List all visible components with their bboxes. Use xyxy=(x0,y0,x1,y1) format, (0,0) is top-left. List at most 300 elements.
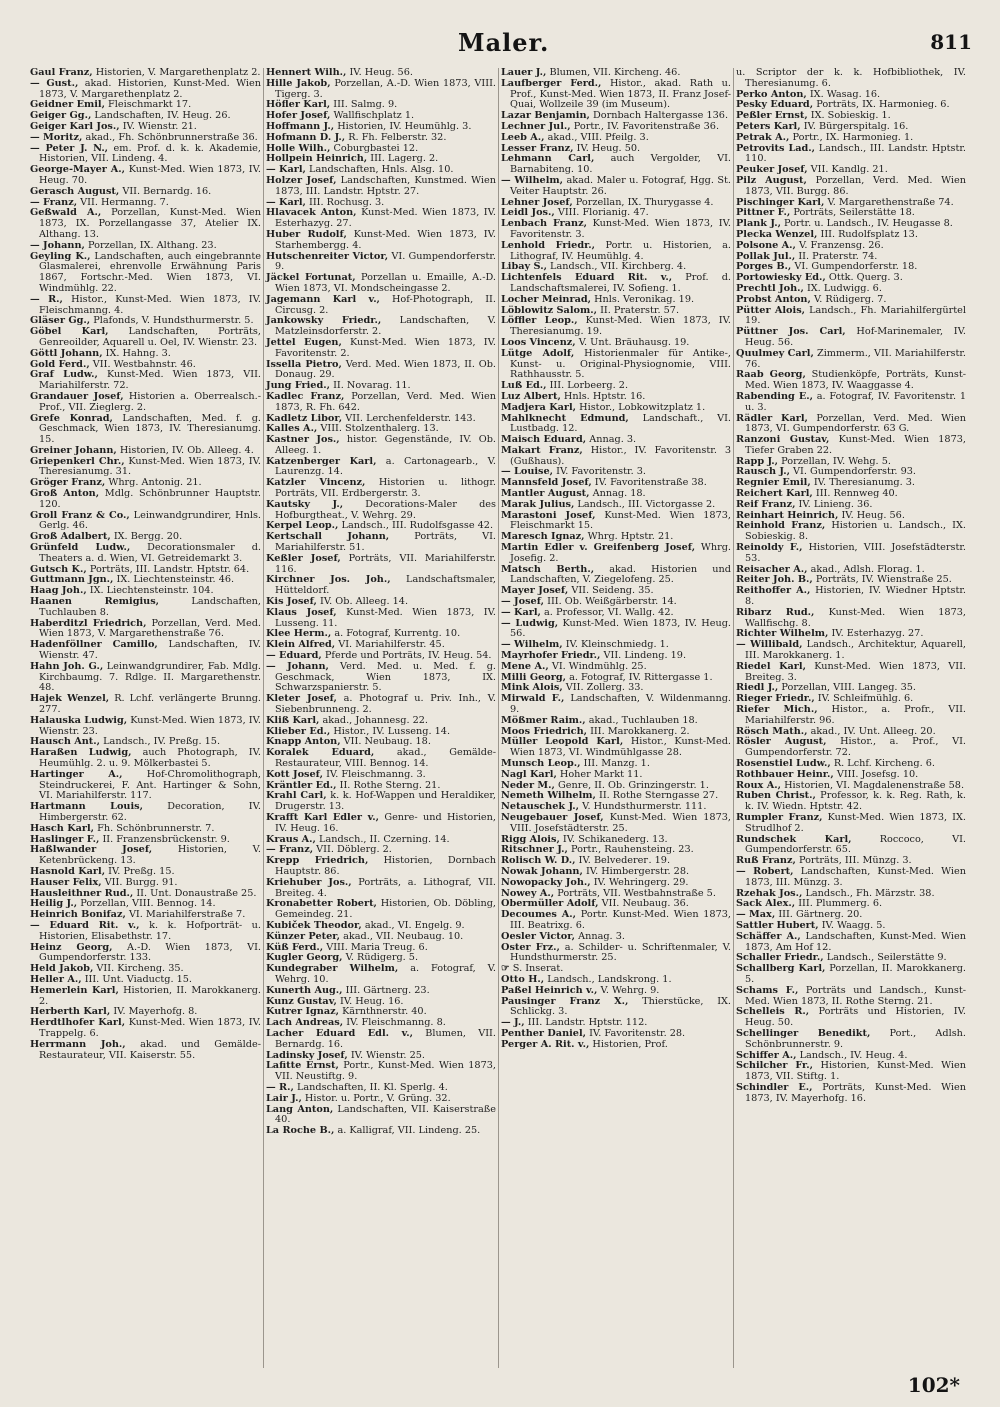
entry-name: Rausch J., xyxy=(736,466,790,478)
entry-detail: Landsch., Architektur, Aquarell, III. Marokkanerg. 1. xyxy=(745,639,966,662)
entry-detail: Kunst-Med. Wien 1873, VII. Mariahilferstr. 72. xyxy=(39,369,261,392)
directory-entry xyxy=(736,867,966,889)
entry-detail: k. k. Hofporträt- u. Historien, Elisabethstr. 17. xyxy=(39,919,261,942)
directory-entry xyxy=(736,835,966,857)
entry-name: — Karl, xyxy=(266,164,306,176)
entry-name: — Peter J. N., xyxy=(30,142,109,154)
entry-detail: Prof. d. Landschaftsmalerei, IV. Sofieng. 1. xyxy=(510,272,731,294)
entry-detail: Historien, V. Ketenbrückeng. 13. xyxy=(39,844,261,867)
entry-name: Keßler Josef, xyxy=(266,552,341,564)
directory-entry xyxy=(736,1083,966,1105)
entry-name: Mantler August, xyxy=(501,488,590,500)
entry-detail: Verd. Med. Wien 1873, II. Ob. Donaug. 29. xyxy=(275,358,496,381)
entry-name: Klee Herm., xyxy=(266,628,332,640)
entry-detail: III. Landstr. Hptstr. 112. xyxy=(527,1017,648,1029)
entry-name: Geidner Emil, xyxy=(30,99,105,111)
entry-detail: IV. Belvederег. 19. xyxy=(578,855,671,867)
entry-name: Kunerth Aug., xyxy=(266,984,343,996)
entry-detail: Landschaften, Kunst-Med. Wien 1873, III. Münzg. 3. xyxy=(745,865,966,888)
entry-detail: Historien, IV. Ob. Alleeg. 4. xyxy=(119,444,254,456)
entry-detail: Hoher Markt 11. xyxy=(559,768,643,780)
entry-detail: Porträts, Seilerstätte 18. xyxy=(793,207,915,219)
entry-detail: Histor., IV. Favoritenstr. 3 (Gußhaus). xyxy=(510,444,731,467)
entry-detail: IV. Schikanederg. 13. xyxy=(562,833,668,845)
entry-name: Klieber Ed., xyxy=(266,725,331,737)
directory-entry xyxy=(30,716,261,738)
entry-name: Haberditzl Friedrich, xyxy=(30,617,147,629)
directory-entry xyxy=(30,986,261,1008)
entry-detail: IX. Bergg. 20. xyxy=(113,531,183,543)
directory-entry xyxy=(266,748,496,770)
entry-name: Mannsfeld Josef, xyxy=(501,477,592,489)
entry-detail: Kunst-Med. Wien 1873, IV. Favoritenstr. 3. xyxy=(510,218,732,240)
directory-entry xyxy=(30,802,261,824)
entry-name: Lafitte Ernst, xyxy=(266,1060,339,1072)
directory-entry xyxy=(30,79,261,101)
entry-detail: V. Wehrg. 9. xyxy=(600,984,660,996)
entry-name: Kleter Josef, xyxy=(266,693,337,705)
column-container xyxy=(28,68,978,1368)
directory-entry xyxy=(736,1007,966,1029)
entry-detail: IX. Ludwigg. 6. xyxy=(806,282,882,294)
entry-name: Hutschenreiter Victor, xyxy=(266,250,389,262)
entry-name: Plecka Wenzel, xyxy=(736,228,818,240)
directory-entry xyxy=(30,370,261,392)
entry-name: Holle Wilh., xyxy=(266,142,331,154)
entry-detail: Porzellan, Verd. Med. Wien 1873, VI. Gumpendorferstr. 63 G. xyxy=(745,412,966,435)
entry-name: Pischinger Karl, xyxy=(736,196,825,208)
entry-detail: Decoration, IV. Himbergerstr. 62. xyxy=(39,801,261,823)
entry-name: Lehner Josef, xyxy=(501,196,573,208)
entry-detail: Porzellan, Verd. Med. Wien 1873, VII. Burgg. 86. xyxy=(745,174,966,197)
entry-detail: akad., Tuchlauben 18. xyxy=(588,714,698,726)
entry-detail: IV. Ob. Alleeg. 14. xyxy=(320,596,409,608)
entry-detail: Landschaften, V. Wildenmanng. 9. xyxy=(510,693,731,716)
entry-detail: Porzellan, VIII. Bennog. 14. xyxy=(80,898,216,910)
directory-entry xyxy=(30,511,261,533)
entry-name: Marastoni Josef, xyxy=(501,509,596,521)
entry-name: La Roche B., xyxy=(266,1125,335,1137)
entry-name: Kis Josef, xyxy=(266,596,317,608)
entry-detail: Landschaften, Tuchlauben 8. xyxy=(39,596,261,618)
page-number: 811 xyxy=(930,30,972,54)
entry-name: Mirwald F., xyxy=(501,693,565,705)
entry-name: Hofer Josef, xyxy=(266,110,331,122)
entry-detail: VI. Mariahilferstr. 45. xyxy=(338,639,445,651)
entry-name: Matsch Berth., xyxy=(501,563,595,575)
entry-detail: R. Fh. Felberstr. 32. xyxy=(348,131,447,143)
entry-detail: a. Kalligraf, VII. Lindeng. 25. xyxy=(337,1125,481,1137)
directory-entry xyxy=(30,414,261,446)
directory-entry xyxy=(501,219,731,241)
entry-detail: IV. Wienstr. 25. xyxy=(350,1049,425,1061)
entry-name: Reinhart Heinrich, xyxy=(736,509,839,521)
directory-entry xyxy=(266,813,496,835)
entry-detail: VII. Kandlg. 21. xyxy=(810,164,888,176)
entry-detail: VII. Lindeng. 19. xyxy=(603,650,687,662)
directory-entry xyxy=(736,640,966,662)
entry-detail: Histor., akad. Rath u. Prof., Kunst-Med. Wien 1873, II. Franz Josef-Quai, Wollzeile 39 (im Museum). xyxy=(510,77,732,111)
entry-detail: Kärnthnerstr. 40. xyxy=(342,1006,427,1018)
entry-detail: Historien, VI. Magdalenenstraße 58. xyxy=(784,779,965,791)
entry-detail: akad. und Gemälde-Restaurateur, VII. Kaiserstr. 55. xyxy=(39,1038,261,1061)
column-2 xyxy=(263,68,498,1368)
entry-detail: Landsch., II. Czerning. 14. xyxy=(319,833,450,845)
entry-detail: Decorations-Maler des Hofburgtheat., V. Wehrg. 29. xyxy=(275,498,496,521)
entry-name: Graf Ludw., xyxy=(30,369,98,381)
entry-name: Knapp Anton, xyxy=(266,736,341,748)
directory-entry xyxy=(501,943,731,965)
directory-entry xyxy=(736,705,966,727)
entry-name: Otto H., xyxy=(501,973,545,985)
column-3 xyxy=(498,68,733,1368)
entry-name: Groß Adalbert, xyxy=(30,531,111,543)
entry-detail: IV. Theresianumg. 3. xyxy=(813,477,916,489)
entry-name: Schams F., xyxy=(736,984,799,996)
entry-name: Paßel Heinrich v., xyxy=(501,984,598,996)
entry-detail: IV. Preßg. 15. xyxy=(108,865,175,877)
entry-detail: II. Rothe Sterng. 21. xyxy=(339,779,441,791)
entry-name: Gold Ferd., xyxy=(30,358,90,370)
entry-name: Schellinger Benedikt, xyxy=(736,1027,871,1039)
entry-name: Herdtlhofer Karl, xyxy=(30,1017,126,1029)
entry-name: Grefe Konrad, xyxy=(30,412,113,424)
entry-name: Halauska Ludwig, xyxy=(30,714,128,726)
entry-detail: Porträts, VI. Mariahilferstr. 51. xyxy=(275,531,496,554)
entry-name: Porges B., xyxy=(736,261,792,273)
entry-detail: auch Vergolder, VI. Barnabiteng. 10. xyxy=(510,153,731,176)
entry-detail: Genre- und Historien, IV. Heug. 16. xyxy=(275,811,496,834)
entry-name: Oesler Victor, xyxy=(501,930,576,942)
entry-detail: k. k. Hof-Wappen und Heraldiker, Drugerstr. 13. xyxy=(275,790,496,813)
entry-detail: VII. Lerchenfelderstr. 143. xyxy=(345,412,476,424)
entry-name: Künzer Peter, xyxy=(266,930,341,942)
directory-entry xyxy=(501,694,731,716)
directory-entry xyxy=(266,457,496,479)
directory-entry xyxy=(30,619,261,641)
entry-detail: Decorationsmaler d. Theaters a. d. Wien, VI. Getreidemarkt 3. xyxy=(39,542,261,564)
entry-name: — Eduard Rit. v., xyxy=(30,919,140,931)
directory-entry xyxy=(30,597,261,619)
entry-name: Nowak Johann, xyxy=(501,865,583,877)
entry-name: Ruß Franz, xyxy=(736,855,796,867)
entry-name: Perger A. Rit. v., xyxy=(501,1038,590,1050)
entry-name: Mink Alois, xyxy=(501,682,563,694)
entry-name: Rundschek Karl, xyxy=(736,833,852,845)
entry-name: Hennert Wilh., xyxy=(266,68,347,78)
entry-detail: IV. Waagg. 5. xyxy=(821,919,886,931)
entry-detail: Whrg. Hptstr. 21. xyxy=(587,531,674,543)
entry-name: Herrmann Joh., xyxy=(30,1038,126,1050)
entry-name: Schäffer A., xyxy=(736,930,801,942)
directory-entry xyxy=(266,360,496,382)
entry-detail: III. Salmg. 9. xyxy=(333,99,398,111)
entry-detail: Hnls. Hptstr. 16. xyxy=(563,390,646,402)
entry-detail: Fleischmarkt 17. xyxy=(108,99,192,111)
directory-entry xyxy=(266,176,496,198)
entry-name: Marak Julius, xyxy=(501,498,575,510)
entry-name: Rösler August, xyxy=(736,736,827,748)
directory-entry xyxy=(30,543,261,565)
entry-detail: a. Professor, VI. Wallg. 42. xyxy=(544,606,674,618)
entry-detail: VII. Zollerg. 33. xyxy=(565,682,644,694)
entry-name: Gröger Franz, xyxy=(30,477,106,489)
entry-detail: Hnls. Veronikag. 19. xyxy=(594,293,695,305)
entry-detail: Blumen, VII. Kircheng. 46. xyxy=(549,68,681,78)
entry-detail: Annag. 18. xyxy=(592,488,646,500)
directory-entry xyxy=(266,230,496,252)
directory-entry xyxy=(736,392,966,414)
entry-name: Madjera Karl, xyxy=(501,401,577,413)
entry-name: Polsone A., xyxy=(736,239,796,251)
entry-name: Hlavacek Anton, xyxy=(266,207,357,219)
directory-entry xyxy=(736,813,966,835)
entry-name: Gaul Franz, xyxy=(30,68,93,78)
entry-detail: II. Praterstr. 57. xyxy=(600,304,680,316)
directory-entry xyxy=(266,856,496,878)
directory-entry xyxy=(30,252,261,295)
entry-name: — Robert, xyxy=(736,865,794,877)
entry-detail: Porträts, IX. Harmonieg. 6. xyxy=(816,99,950,111)
entry-detail: III. Marokkanerg. 2. xyxy=(590,725,690,737)
entry-name: Kirchner Jos. Joh., xyxy=(266,574,391,586)
entry-name: — Franz, xyxy=(266,844,314,856)
entry-detail: a. Schilder- u. Schriftenmaler, V. Hundsthurmerstr. 25. xyxy=(510,941,731,964)
entry-detail: VII. Seideng. 35. xyxy=(571,585,654,597)
entry-detail: Fh. Schönbrunnerstr. 7. xyxy=(97,822,215,834)
entry-name: Mößmer Raim., xyxy=(501,714,586,726)
directory-entry xyxy=(266,964,496,986)
entry-detail: akad. Historien und Landschaften, V. Ziegelofeng. 25. xyxy=(510,563,731,586)
entry-detail: II. Rothe Sterngasse 27. xyxy=(599,790,719,802)
entry-name: Katzenberger Karl, xyxy=(266,455,377,467)
entry-detail: III. Lorbeerg. 2. xyxy=(549,380,629,392)
entry-name: Nowopacky Joh., xyxy=(501,876,591,888)
entry-detail: Ottk. Querg. 3. xyxy=(828,272,903,284)
entry-detail: Kunst-Med. Wien 1873, Wallfischg. 8. xyxy=(745,606,967,629)
directory-entry xyxy=(736,327,966,349)
entry-detail: Plafonds, V. Hundsthurmerstr. 5. xyxy=(93,315,254,327)
entry-name: Lang Anton, xyxy=(266,1103,334,1115)
entry-name: Lenbach Franz, xyxy=(501,218,587,230)
entry-name: Ladinsky Josef, xyxy=(266,1049,348,1061)
entry-name: Decoumes A., xyxy=(501,909,577,921)
entry-name: Riefer Mich., xyxy=(736,704,818,716)
entry-detail: a. Cartonagearb., V. Laurenzg. 14. xyxy=(275,455,496,478)
entry-name: Raab Georg, xyxy=(736,369,806,381)
entry-detail: Landsch., Landskrong. 1. xyxy=(547,973,672,985)
directory-entry xyxy=(736,791,966,813)
entry-detail: IX. Wasag. 16. xyxy=(809,88,881,100)
entry-name: Gerasch August, xyxy=(30,185,120,197)
entry-detail: Porträts und Landsch., Kunst-Med. Wien 1873, II. Rothe Sterng. 21. xyxy=(745,984,966,1007)
directory-entry xyxy=(501,813,731,835)
directory-entry xyxy=(266,608,496,630)
entry-detail: akad., VII. Neubaug. 10. xyxy=(343,930,464,942)
entry-name: — R., xyxy=(30,293,63,305)
entry-detail: akad., Adlsh. Florag. 1. xyxy=(810,563,925,575)
entry-detail: Porzellan, IX. Thurygasse 4. xyxy=(575,196,714,208)
entry-name: — Wilhelm, xyxy=(501,639,563,651)
entry-detail: Portr. Kunst-Med. Wien 1873, III. Beatrixg. 6. xyxy=(510,909,731,931)
entry-detail: R. Lchf. verlängerte Brunng. 277. xyxy=(39,693,261,716)
entry-name: Groß Anton, xyxy=(30,488,100,500)
entry-name: Petrovits Lad., xyxy=(736,142,816,154)
entry-name: Roux A., xyxy=(736,779,781,791)
directory-entry xyxy=(266,1029,496,1051)
entry-name: — Ludwig, xyxy=(501,617,559,629)
directory-entry xyxy=(501,737,731,759)
directory-entry xyxy=(30,489,261,511)
entry-detail: Histor. u. Portr., V. Grüng. 32. xyxy=(304,1092,451,1104)
entry-name: Maresch Ignaz, xyxy=(501,531,585,543)
entry-name: Sattler Hubert, xyxy=(736,919,819,931)
entry-name: Maisch Eduard, xyxy=(501,434,587,446)
entry-name: Riedel Karl, xyxy=(736,660,806,672)
entry-detail: Porzellan, Kunst-Med. Wien 1873, IX. Porzellangasse 37, Atelier IX. Althang. 13. xyxy=(39,207,261,240)
directory-entry xyxy=(501,565,731,587)
entry-name: Kautsky J., xyxy=(266,498,344,510)
entry-detail: a. Fotograf, V. Wehrg. 10. xyxy=(275,963,496,985)
directory-entry xyxy=(266,554,496,576)
entry-detail: auch Photograph, IV. Heumühlg. 2. u. 9. Mölkerbastei 5. xyxy=(39,747,261,769)
page-header xyxy=(0,28,1000,62)
entry-detail: IV. Favoritenstr. 3. xyxy=(556,466,646,478)
entry-detail: V. Rüdigerg. 7. xyxy=(813,293,887,305)
entry-name: Held Jakob, xyxy=(30,963,94,975)
entry-name: Krepp Friedrich, xyxy=(266,855,369,867)
entry-name: Rösch Math., xyxy=(736,725,808,737)
entry-name: Schelleis R., xyxy=(736,1006,810,1018)
entry-detail: akad. Maler u. Fotograf, Hgg. St. Veiter Hauptstr. 26. xyxy=(510,174,731,197)
entry-name: Rzehak Jos., xyxy=(736,887,803,899)
entry-name: Pilz August, xyxy=(736,174,807,186)
entry-detail: IV. Schleifmühlg. 6. xyxy=(817,693,914,705)
directory-entry xyxy=(501,79,731,111)
directory-entry xyxy=(266,295,496,317)
entry-name: Höfler Karl, xyxy=(266,99,331,111)
entry-name: Pittner F., xyxy=(736,207,791,219)
entry-detail: IV. Favoritenstr. 28. xyxy=(589,1027,686,1039)
entry-detail: III. Manzg. 1. xyxy=(583,758,650,769)
entry-detail: Landsch., III. Landstr. Hptstr. 110. xyxy=(745,142,966,165)
entry-detail: Historien, II. Marokkanerg. 2. xyxy=(39,984,261,1007)
entry-detail: Historien, Prof. xyxy=(592,1038,668,1050)
directory-entry xyxy=(501,414,731,436)
entry-detail: VI. Mariahilferstraße 7. xyxy=(128,909,246,921)
entry-detail: Annag. 3. xyxy=(589,434,637,446)
entry-detail: em. Prof. d. k. k. Akademie, Historien, VII. Lindeng. 4. xyxy=(39,142,261,165)
entry-name: — Josef, xyxy=(501,596,545,608)
entry-detail: Port., Adlsh. Schönbrunnerstr. 9. xyxy=(745,1027,966,1050)
entry-detail: V. Margarethenstraße 74. xyxy=(827,196,954,208)
entry-detail: VI. Gumpendorferstr. 93. xyxy=(793,466,916,478)
entry-detail: Studienköpfe, Porträts, Kunst-Med. Wien 1873, IV. Waaggasse 4. xyxy=(745,369,966,392)
entry-detail: VIII. Maria Treug. 6. xyxy=(326,941,428,953)
entry-name: Issella Pietro, xyxy=(266,358,342,370)
entry-name: Hofmann D. J., xyxy=(266,131,346,143)
entry-name: Kastner Jos., xyxy=(266,434,340,446)
entry-name: — R., xyxy=(266,1081,294,1093)
entry-detail: IX. Hahng. 3. xyxy=(105,347,171,359)
entry-name: Portowiesky Ed., xyxy=(736,272,826,284)
directory-entry xyxy=(501,349,731,381)
entry-detail: Kunst-Med. Wien 1873, IV. Trappelg. 6. xyxy=(39,1017,261,1039)
entry-name: Rothbauer Heinr., xyxy=(736,768,834,780)
directory-entry xyxy=(501,316,731,338)
entry-detail: Historien, IV. Wiedner Hptstr. 8. xyxy=(745,585,966,608)
entry-name: Sack Alex., xyxy=(736,898,796,910)
entry-detail: Histor., Kunst-Med. Wien 1873, VI. Windmühlgasse 28. xyxy=(510,736,731,759)
entry-detail: akad., IV. Unt. Alleeg. 20. xyxy=(810,725,936,737)
entry-detail: Landsch., Fh. Mariahilfergürtel 19. xyxy=(745,304,966,327)
entry-name: Loos Vincenz, xyxy=(501,336,576,348)
entry-detail: Hof-Chromolithograph, Steindruckerei, F. Ant. Hartinger & Sohn, VI. Mariahilferstr. 117. xyxy=(39,768,261,802)
entry-name: Haßlwander Josef, xyxy=(30,844,153,856)
entry-detail: Histor., a. Profr., VII. Mariahilferstr. 96. xyxy=(745,704,966,726)
entry-name: — Karl, xyxy=(501,606,541,618)
entry-name: — Gust., xyxy=(30,77,79,89)
entry-name: Lazar Benjamin, xyxy=(501,110,590,122)
entry-name: Löblowitz Salom., xyxy=(501,304,597,316)
entry-name: Grünfeld Ludw., xyxy=(30,542,131,554)
entry-name: Kugler Georg, xyxy=(266,952,343,964)
directory-entry xyxy=(266,500,496,522)
entry-detail: Landschaften, V. Matzleinsdorferstr. 2. xyxy=(275,315,496,338)
entry-name: Reinoldy F., xyxy=(736,542,803,554)
entry-name: Perko Anton, xyxy=(736,88,807,100)
entry-name: Obermüller Adolf, xyxy=(501,898,599,910)
directory-entry xyxy=(30,845,261,867)
directory-entry xyxy=(266,878,496,900)
entry-detail: VII. Neubaug. 18. xyxy=(343,736,431,748)
entry-name: Rosenstiel Ludw., xyxy=(736,758,831,769)
entry-name: Mayrhofer Friedr., xyxy=(501,650,601,662)
entry-detail: II. Unt. Donaustraße 25. xyxy=(136,887,257,899)
directory-entry xyxy=(501,176,731,198)
entry-name: Neugebauer Josef, xyxy=(501,811,604,823)
entry-name: Martin Edler v. Greifenberg Josef, xyxy=(501,542,696,554)
entry-name: Hemerlein Karl, xyxy=(30,984,119,996)
entry-name: Rolisch W. D., xyxy=(501,855,576,867)
entry-detail: Kunst-Med. Wien 1873, Tiefer Graben 22. xyxy=(745,434,966,456)
entry-detail: Kunst-Med. Wien 1873, IV. Theresianumg. 31. xyxy=(39,455,261,478)
entry-name: Jung Fried., xyxy=(266,380,330,392)
entry-detail: Blumen, VII. Bernardg. 16. xyxy=(275,1027,496,1050)
entry-detail: Landschaften, Hnls. Alsg. 10. xyxy=(309,164,454,176)
entry-name: Jäckel Fortunat, xyxy=(266,272,356,284)
entry-name: Neder M., xyxy=(501,779,555,791)
entry-detail: IV. Wehringerg. 29. xyxy=(593,876,689,888)
entry-name: Göbel Karl, xyxy=(30,326,109,338)
entry-name: Lair J., xyxy=(266,1092,302,1104)
entry-name: Lesser Franz, xyxy=(501,142,574,154)
entry-name: Hollpein Heinrich, xyxy=(266,153,368,165)
entry-detail: S. Inserat. xyxy=(512,963,564,975)
entry-name: — Johann, xyxy=(266,660,329,672)
entry-name: Krafft Karl Edler v., xyxy=(266,811,380,823)
entry-name: Makart Franz, xyxy=(501,444,583,456)
entry-name: Hasnold Karl, xyxy=(30,865,106,877)
directory-entry xyxy=(30,392,261,414)
entry-name: Hille Jakob, xyxy=(266,77,331,89)
entry-name: Reif Franz, xyxy=(736,498,796,510)
entry-detail: Kunst-Med. Wien 1873, IV. Heug. 70. xyxy=(39,164,261,186)
entry-name: Oster Frz., xyxy=(501,941,560,953)
entry-detail: Portr. u. Historien, a. Lithograf, IV. Heumühlg. 4. xyxy=(510,239,731,262)
entry-detail: III. Lagerg. 2. xyxy=(370,153,439,165)
directory-entry xyxy=(30,165,261,187)
